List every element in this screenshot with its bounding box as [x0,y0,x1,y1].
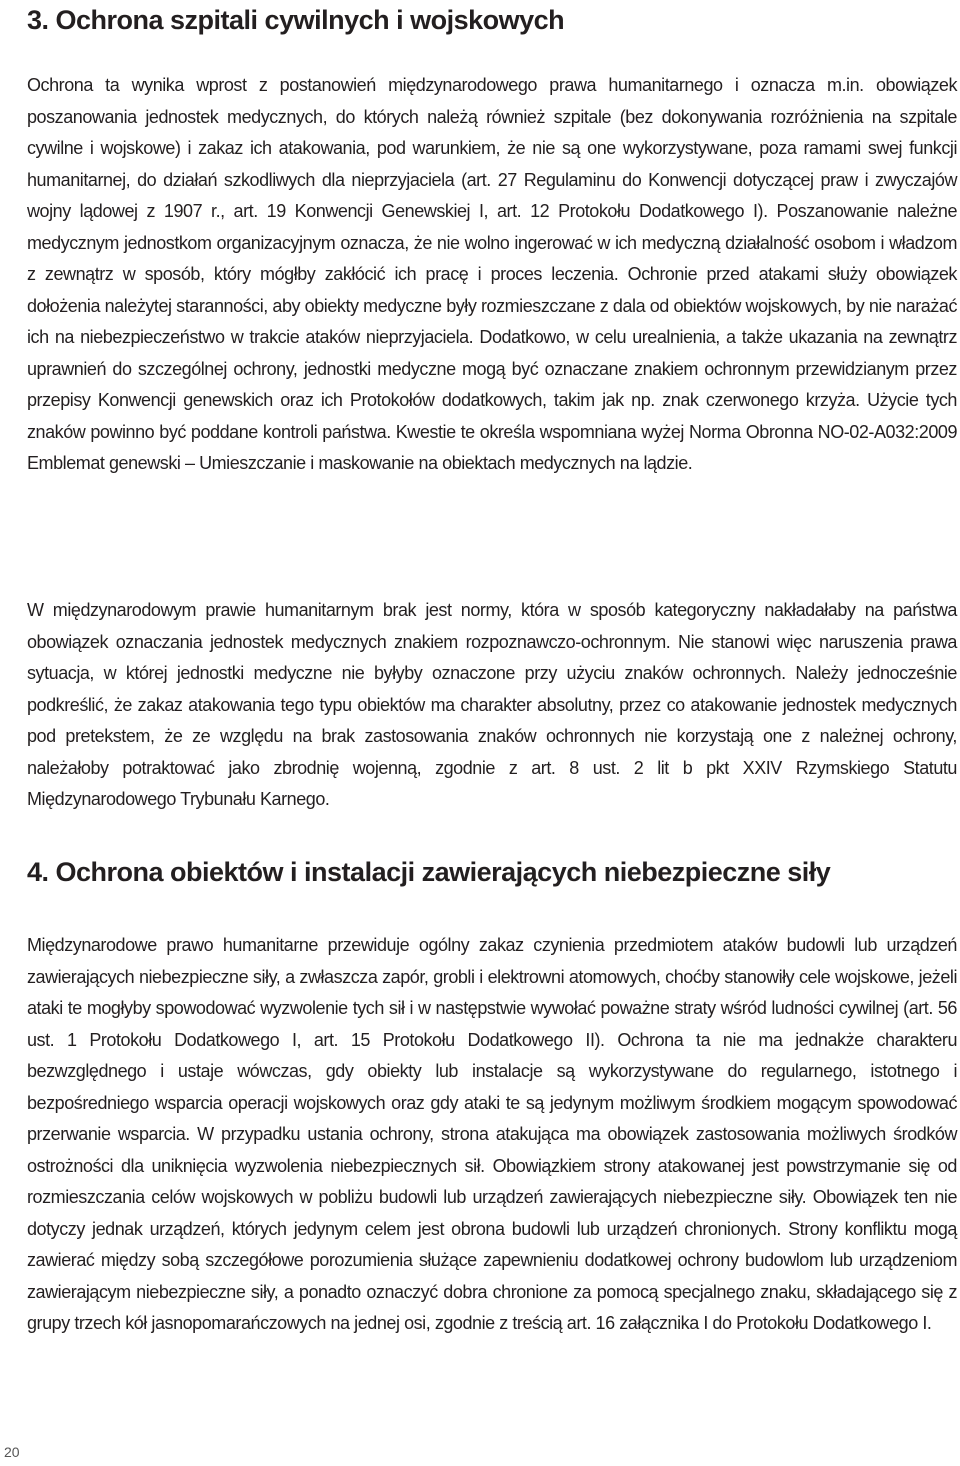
page-number: 20 [4,1444,20,1460]
section-3-paragraph-1: Ochrona ta wynika wprost z postanowień międzynarodowego prawa humanitarnego i oznacza m.in. obowiązek poszanowania jednostek medycznych, do których należą również szpitale (bez dokonywania rozróżnienia na szpitale cywilne i wojskowe) i zakaz ich atakowania, pod warunkiem, że nie są one wykorzystywane, poza ramami swej funkcji humanitarnej, do działań szkodliwych dla nieprzyjaciela (art. 27 Regulaminu do Konwencji dotyczącej praw i zwyczajów wojny lądowej z 1907 r., art. 19 Konwencji Genewskiej I, art. 12 Protokołu Dodatkowego I). Poszanowanie należne medycznym jednostkom organizacyjnym oznacza, że nie wolno ingerować w ich medyczną działalność osobom i władzom z zewnątrz w sposób, który mógłby zakłócić ich pracę i proces leczenia. Ochronie przed atakami służy obowiązek dołożenia należytej staranności, aby obiekty medyczne były rozmieszczane z dala od obiektów wojskowych, by nie narażać ich na niebezpieczeństwo w trakcie ataków nieprzyjaciela. Dodatkowo, w celu urealnienia, a także ukazania na zewnątrz uprawnień do szczególnej ochrony, jednostki medyczne mogą być oznaczane znakiem ochronnym przewidzianym przez przepisy Konwencji genewskich oraz ich Protokołów dodatkowych, takim jak np. znak czerwonego krzyża. Użycie tych znaków powinno być poddane kontroli państwa. Kwestie te określa wspomniana wyżej Norma Obronna NO-02-A032:2009 Emblemat genewski – Umieszczanie i maskowanie na obiektach medycznych na lądzie. [27,75,957,473]
section-3-paragraph-2: W międzynarodowym prawie humanitarnym brak jest normy, która w sposób kategoryczny nakładałaby na państwa obowiązek oznaczania jednostek medycznych znakiem rozpoznawczo-ochronnym. Nie stanowi więc naruszenia prawa sytuacja, w której jednostki medyczne nie byłyby oznaczone przy użyciu znaków ochronnych. Należy jednocześnie podkreślić, że zakaz atakowania tego typu obiektów ma charakter absolutny, przez co atakowanie jednostek medycznych pod pretekstem, że ze względu na brak zastosowania znaków ochronnych nie korzystają one z należnej ochrony, należałoby potraktować jako zbrodnię wojenną, zgodnie z art. 8 ust. 2 lit b pkt XXIV Rzymskiego Statutu Międzynarodowego Trybunału Karnego. [27,600,957,809]
section-4-heading: 4. Ochrona obiektów i instalacji zawierających niebezpieczne siły [27,857,831,887]
section-3-heading: 3. Ochrona szpitali cywilnych i wojskowych [27,5,565,35]
section-4-paragraph-1: Międzynarodowe prawo humanitarne przewiduje ogólny zakaz czynienia przedmiotem ataków budowli lub urządzeń zawierających niebezpieczne siły, a zwłaszcza zapór, grobli i elektrowni atomowych, choćby stanowiły cele wojskowe, jeżeli ataki te mogłyby spowodować wyzwolenie tych sił i w następstwie wywołać poważne straty wśród ludności cywilnej (art. 56 ust. 1 Protokołu Dodatkowego I, art. 15 Protokołu Dodatkowego II). Ochrona ta nie ma jednakże charakteru bezwzględnego i ustaje wówczas, gdy obiekty lub instalacje są wykorzystywane do regularnego, istotnego i bezpośredniego wsparcia operacji wojskowych oraz gdy ataki te są jedynym możliwym środkiem mogącym spowodować przerwanie wsparcia. W przypadku ustania ochrony, strona atakująca ma obowiązek zastosowania możliwych środków ostrożności dla uniknięcia wyzwolenia niebezpiecznych sił. Obowiązkiem strony atakowanej jest powstrzymanie się od rozmieszczania celów wojskowych w pobliżu budowli lub urządzeń zawierających niebezpieczne siły. Obowiązek ten nie dotyczy jednak urządzeń, których jedynym celem jest obrona budowli lub urządzeń chronionych. Strony konfliktu mogą zawierać między sobą szczegółowe porozumienia służące zapewnieniu dodatkowej ochrony budowlom lub urządzeniom zawierającym niebezpieczne siły, a ponadto oznaczyć dobra chronione za pomocą specjalnego znaku, składającego się z grupy trzech kół jasnopomarańczowych na jednej osi, zgodnie z treścią art. 16 załącznika I do Protokołu Dodatkowego I. [27,935,957,1333]
